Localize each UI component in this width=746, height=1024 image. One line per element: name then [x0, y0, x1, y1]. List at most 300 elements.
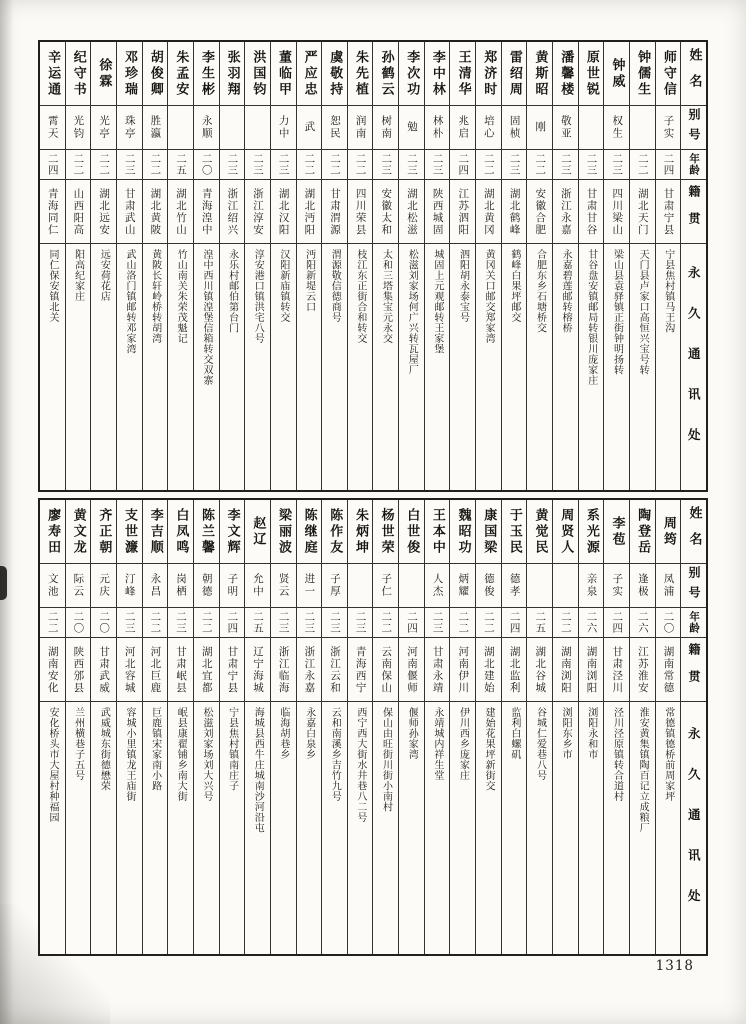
header-native-label: 籍贯 — [686, 184, 701, 239]
person-native: 湖南安化 — [46, 645, 59, 694]
person-address: 武山洛门镇邮转邓家湾 — [123, 249, 135, 354]
person-column — [219, 42, 245, 490]
address-cell — [373, 244, 398, 490]
person-name: 梁丽波 — [275, 507, 291, 556]
name-cell — [476, 500, 501, 564]
person-address: 临海胡巷乡 — [277, 707, 289, 760]
person-address: 淮安黄集镇陶百记立成粮厂 — [637, 707, 649, 833]
alias-cell — [322, 106, 347, 150]
alias-cell — [450, 564, 475, 608]
person-alias: 敬亚 — [559, 115, 572, 140]
person-name: 赵辽 — [250, 515, 266, 548]
person-native: 甘肃武山 — [123, 187, 136, 236]
age-cell — [66, 150, 91, 180]
native-cell — [476, 638, 501, 702]
native-cell — [527, 180, 552, 244]
person-column — [629, 42, 655, 490]
age-cell — [91, 608, 116, 638]
person-address: 永嘉白泉乡 — [303, 707, 315, 760]
person-alias: 进一 — [303, 573, 316, 598]
native-cell — [425, 180, 450, 244]
age-cell — [194, 608, 219, 638]
native-cell — [399, 638, 424, 702]
person-age: 二二 — [482, 611, 495, 634]
address-cell — [579, 702, 604, 954]
native-cell — [579, 180, 604, 244]
header-age-label: 年龄 — [688, 153, 701, 176]
person-alias: 珠亭 — [123, 115, 136, 140]
header-native-cell — [681, 638, 706, 702]
person-column — [552, 42, 578, 490]
person-native: 四川荣县 — [354, 187, 367, 236]
name-cell — [66, 500, 91, 564]
native-cell — [399, 180, 424, 244]
age-cell — [656, 150, 681, 180]
native-cell — [40, 180, 65, 244]
person-age: 二二 — [328, 153, 341, 176]
person-age: 二四 — [662, 153, 675, 176]
age-cell — [168, 608, 193, 638]
person-age: 二二 — [98, 153, 111, 176]
person-address: 渭源敬信德商号 — [329, 249, 341, 323]
address-cell — [91, 702, 116, 954]
alias-cell — [425, 564, 450, 608]
person-age: 二三 — [354, 611, 367, 634]
age-cell — [527, 150, 552, 180]
person-column — [167, 500, 193, 954]
person-age: 二三 — [226, 153, 239, 176]
person-name: 陈兰馨 — [199, 507, 215, 556]
person-alias: 文池 — [46, 573, 59, 598]
person-alias: 凤浦 — [662, 573, 675, 598]
person-age: 二三 — [380, 153, 393, 176]
person-alias: 培心 — [482, 115, 495, 140]
person-alias: 子明 — [226, 573, 239, 598]
age-cell — [297, 150, 322, 180]
header-native-label: 籍贯 — [686, 642, 701, 697]
person-native: 湖北监利 — [508, 645, 521, 694]
person-address: 远安荷花店 — [98, 249, 110, 302]
age-cell — [40, 608, 65, 638]
person-alias: 逢极 — [636, 573, 649, 598]
person-native: 河北巨鹿 — [149, 645, 162, 694]
person-alias: 德俊 — [482, 573, 495, 598]
person-address: 偃师孙家湾 — [406, 707, 418, 760]
person-native: 浙江永嘉 — [303, 645, 316, 694]
person-column — [116, 500, 142, 954]
person-name: 徐霖 — [96, 57, 112, 90]
person-age: 二三 — [175, 611, 188, 634]
age-cell — [40, 150, 65, 180]
alias-cell — [373, 106, 398, 150]
address-cell — [220, 244, 245, 490]
person-column — [90, 500, 116, 954]
person-column — [142, 42, 168, 490]
address-cell — [66, 244, 91, 490]
native-cell — [91, 638, 116, 702]
alias-cell — [579, 564, 604, 608]
alias-cell — [245, 106, 270, 150]
registry-table-top — [38, 40, 708, 492]
native-cell — [168, 180, 193, 244]
person-native: 江苏泗阳 — [457, 187, 470, 236]
person-alias: 元庆 — [98, 573, 111, 598]
native-cell — [245, 638, 270, 702]
age-cell — [143, 608, 168, 638]
person-name: 于玉民 — [506, 507, 522, 556]
native-cell — [425, 638, 450, 702]
person-name: 黄文龙 — [70, 507, 86, 556]
address-cell — [425, 702, 450, 954]
person-name: 李文辉 — [224, 507, 240, 556]
person-name: 师守信 — [660, 49, 676, 98]
name-cell — [348, 42, 373, 106]
native-cell — [66, 638, 91, 702]
person-alias: 树南 — [380, 115, 393, 140]
header-alias-cell — [681, 106, 706, 150]
person-age: 二六 — [585, 611, 598, 634]
person-alias: 贤云 — [277, 573, 290, 598]
alias-cell — [143, 564, 168, 608]
native-cell — [220, 180, 245, 244]
name-cell — [553, 42, 578, 106]
person-alias: 子仁 — [380, 573, 393, 598]
name-cell — [656, 42, 681, 106]
person-age: 二二 — [354, 153, 367, 176]
person-native: 甘肃武威 — [98, 645, 111, 694]
person-native: 甘肃宁县 — [662, 187, 675, 236]
alias-cell — [476, 564, 501, 608]
age-cell — [117, 150, 142, 180]
native-cell — [553, 180, 578, 244]
person-age: 二二 — [457, 611, 470, 634]
person-name: 孙鹤云 — [378, 49, 394, 98]
person-name: 齐正朝 — [96, 507, 112, 556]
person-column — [167, 42, 193, 490]
person-native: 河南偃师 — [405, 645, 418, 694]
person-native: 浙江云和 — [328, 645, 341, 694]
name-cell — [66, 42, 91, 106]
person-column — [347, 500, 373, 954]
name-cell — [604, 42, 629, 106]
age-cell — [271, 608, 296, 638]
person-address: 甘谷盘安镇邮局转银川庞家庄 — [585, 249, 597, 386]
header-name-cell — [681, 42, 706, 106]
person-alias: 林朴 — [431, 115, 444, 140]
name-cell — [297, 500, 322, 564]
alias-cell — [527, 564, 552, 608]
person-name: 郑济时 — [481, 49, 497, 98]
person-age: 二三 — [123, 611, 136, 634]
person-column — [629, 500, 655, 954]
person-age: 二四 — [46, 153, 59, 176]
alias-cell — [425, 106, 450, 150]
person-name: 钟威 — [609, 57, 625, 90]
person-age: 二三 — [405, 153, 418, 176]
person-native: 湖北松滋 — [405, 187, 418, 236]
person-column — [398, 42, 424, 490]
person-address: 淳安港口镇洪宅八号 — [252, 249, 264, 344]
person-age: 二二 — [303, 153, 316, 176]
person-name: 魏昭功 — [455, 507, 471, 556]
age-cell — [220, 608, 245, 638]
person-age: 二二 — [72, 153, 85, 176]
person-name: 朱先植 — [352, 49, 368, 98]
person-address: 兰州横巷子五号 — [72, 707, 84, 781]
person-age: 二三 — [252, 153, 265, 176]
address-cell — [656, 702, 681, 954]
name-cell — [425, 42, 450, 106]
name-cell — [399, 500, 424, 564]
native-cell — [502, 180, 527, 244]
person-name: 陈作友 — [327, 507, 343, 556]
person-column — [321, 42, 347, 490]
person-column — [40, 42, 65, 490]
person-age: 二六 — [636, 611, 649, 634]
address-cell — [348, 702, 373, 954]
age-cell — [220, 150, 245, 180]
person-age: 二四 — [457, 153, 470, 176]
address-cell — [168, 244, 193, 490]
person-alias: 岗栖 — [175, 573, 188, 598]
person-name: 李吉顺 — [147, 507, 163, 556]
age-cell — [271, 150, 296, 180]
person-alias: 胜瀛 — [149, 115, 162, 140]
person-age: 二〇 — [72, 611, 85, 634]
person-column — [424, 500, 450, 954]
person-address: 云和南溪乡吉竹九号 — [329, 707, 341, 802]
person-age: 二五 — [534, 611, 547, 634]
person-name: 雷绍周 — [506, 49, 522, 98]
person-address: 黄陂长轩岭桥转胡湾 — [149, 249, 161, 344]
alias-cell — [502, 106, 527, 150]
age-cell — [425, 608, 450, 638]
name-cell — [40, 500, 65, 564]
person-native: 湖北谷城 — [534, 645, 547, 694]
person-address: 宁县焦村镇马王沟 — [662, 249, 674, 333]
person-native: 湖北沔阳 — [303, 187, 316, 236]
alias-cell — [399, 564, 424, 608]
native-cell — [476, 180, 501, 244]
person-name: 廖寿田 — [45, 507, 61, 556]
address-cell — [425, 244, 450, 490]
person-column — [321, 500, 347, 954]
person-native: 湖北竹山 — [175, 187, 188, 236]
address-cell — [630, 244, 655, 490]
person-name: 王清华 — [455, 49, 471, 98]
person-name: 周筠 — [660, 515, 676, 548]
native-cell — [194, 180, 219, 244]
age-cell — [450, 150, 475, 180]
person-name: 康国梁 — [481, 507, 497, 556]
person-address: 巨鹿镇宋家南小路 — [149, 707, 161, 791]
native-cell — [373, 638, 398, 702]
address-cell — [502, 244, 527, 490]
person-address: 沔阳新堤云口 — [303, 249, 315, 312]
person-column — [90, 42, 116, 490]
person-column — [347, 42, 373, 490]
person-native: 浙江绍兴 — [226, 187, 239, 236]
person-name: 张羽翔 — [224, 49, 240, 98]
person-age: 二二 — [46, 611, 59, 634]
address-cell — [271, 244, 296, 490]
header-column — [680, 500, 706, 954]
address-cell — [220, 702, 245, 954]
person-native: 湖北天门 — [636, 187, 649, 236]
name-cell — [168, 500, 193, 564]
person-name: 朱孟安 — [173, 49, 189, 98]
alias-cell — [220, 564, 245, 608]
native-cell — [553, 638, 578, 702]
person-native: 辽宁海城 — [252, 645, 265, 694]
person-address: 合肥东乡石塘桥交 — [534, 249, 546, 333]
person-address: 宁县焦村镇南庄子 — [226, 707, 238, 791]
age-cell — [373, 608, 398, 638]
name-cell — [168, 42, 193, 106]
name-cell — [502, 42, 527, 106]
alias-cell — [117, 106, 142, 150]
person-column — [398, 500, 424, 954]
person-address: 谷城仁爱巷八号 — [534, 707, 546, 781]
name-cell — [297, 42, 322, 106]
person-age: 二二 — [200, 611, 213, 634]
name-cell — [91, 42, 116, 106]
age-cell — [502, 608, 527, 638]
alias-cell — [168, 564, 193, 608]
native-cell — [143, 180, 168, 244]
header-alias-label: 别号 — [686, 565, 701, 606]
person-column — [142, 500, 168, 954]
person-age: 二三 — [611, 153, 624, 176]
person-column — [578, 42, 604, 490]
person-column — [244, 500, 270, 954]
header-native-cell — [681, 180, 706, 244]
alias-cell — [630, 106, 655, 150]
scan-edge-shadow — [0, 0, 14, 1024]
name-cell — [117, 42, 142, 106]
address-cell — [553, 244, 578, 490]
person-address: 浏阳永和市 — [585, 707, 597, 760]
name-cell — [143, 42, 168, 106]
person-column — [603, 42, 629, 490]
age-cell — [425, 150, 450, 180]
person-native: 甘肃岷县 — [175, 645, 188, 694]
age-cell — [143, 150, 168, 180]
person-address: 西宁西大街水井巷八二号 — [354, 707, 366, 823]
address-cell — [143, 702, 168, 954]
person-name: 邓珍瑞 — [122, 49, 138, 98]
address-cell — [117, 702, 142, 954]
header-age-cell — [681, 150, 706, 180]
person-age: 二三 — [123, 153, 136, 176]
alias-cell — [373, 564, 398, 608]
person-column — [424, 42, 450, 490]
name-cell — [245, 42, 270, 106]
person-native: 浙江临海 — [277, 645, 290, 694]
native-cell — [656, 180, 681, 244]
native-cell — [373, 180, 398, 244]
name-cell — [194, 500, 219, 564]
address-cell — [322, 244, 347, 490]
person-name: 李生彬 — [199, 49, 215, 98]
native-cell — [297, 180, 322, 244]
person-address: 浏阳东乡市 — [560, 707, 572, 760]
person-alias: 允中 — [252, 573, 265, 598]
name-cell — [245, 500, 270, 564]
age-cell — [604, 150, 629, 180]
person-name: 严应忠 — [301, 49, 317, 98]
address-cell — [40, 702, 65, 954]
alias-cell — [245, 564, 270, 608]
header-address-cell — [681, 244, 706, 490]
age-cell — [656, 608, 681, 638]
native-cell — [297, 638, 322, 702]
age-cell — [553, 150, 578, 180]
person-native: 湖北鹤峰 — [508, 187, 521, 236]
person-age: 二四 — [226, 611, 239, 634]
person-native: 青海湟中 — [200, 187, 213, 236]
person-name: 白凤鸣 — [173, 507, 189, 556]
person-native: 山西阳高 — [72, 187, 85, 236]
native-cell — [450, 638, 475, 702]
name-cell — [553, 500, 578, 564]
person-age: 二五 — [175, 153, 188, 176]
alias-cell — [168, 106, 193, 150]
person-address: 伊川西乡庞家庄 — [457, 707, 469, 781]
person-name: 支世濂 — [122, 507, 138, 556]
address-cell — [40, 244, 65, 490]
name-cell — [630, 42, 655, 106]
person-alias: 勉 — [405, 121, 418, 134]
address-cell — [604, 244, 629, 490]
name-cell — [399, 42, 424, 106]
address-cell — [527, 702, 552, 954]
person-name: 虞敬持 — [327, 49, 343, 98]
person-age: 二二 — [380, 611, 393, 634]
alias-cell — [271, 106, 296, 150]
name-cell — [527, 42, 552, 106]
person-column — [603, 500, 629, 954]
person-alias: 际云 — [72, 573, 85, 598]
person-address: 容城小里镇龙王庙街 — [123, 707, 135, 802]
name-cell — [579, 42, 604, 106]
native-cell — [271, 180, 296, 244]
name-cell — [476, 42, 501, 106]
person-address: 枝江东正街合和转交 — [354, 249, 366, 344]
alias-cell — [604, 106, 629, 150]
address-cell — [322, 702, 347, 954]
person-native: 湖北宜都 — [200, 645, 213, 694]
alias-cell — [656, 106, 681, 150]
person-address: 永乐村邮伯第台门 — [226, 249, 238, 333]
person-age: 二二 — [149, 153, 162, 176]
alias-cell — [117, 564, 142, 608]
person-name: 陈继庭 — [301, 507, 317, 556]
person-address: 泗阳胡永泰宝号 — [457, 249, 469, 323]
age-cell — [322, 608, 347, 638]
person-age: 二三 — [559, 153, 572, 176]
address-cell — [476, 244, 501, 490]
address-cell — [476, 702, 501, 954]
name-cell — [271, 42, 296, 106]
person-name: 黄觉民 — [532, 507, 548, 556]
name-cell — [373, 42, 398, 106]
address-cell — [450, 702, 475, 954]
person-age: 二二 — [149, 611, 162, 634]
person-name: 朱炳坤 — [352, 507, 368, 556]
person-name: 李中林 — [429, 49, 445, 98]
name-cell — [502, 500, 527, 564]
